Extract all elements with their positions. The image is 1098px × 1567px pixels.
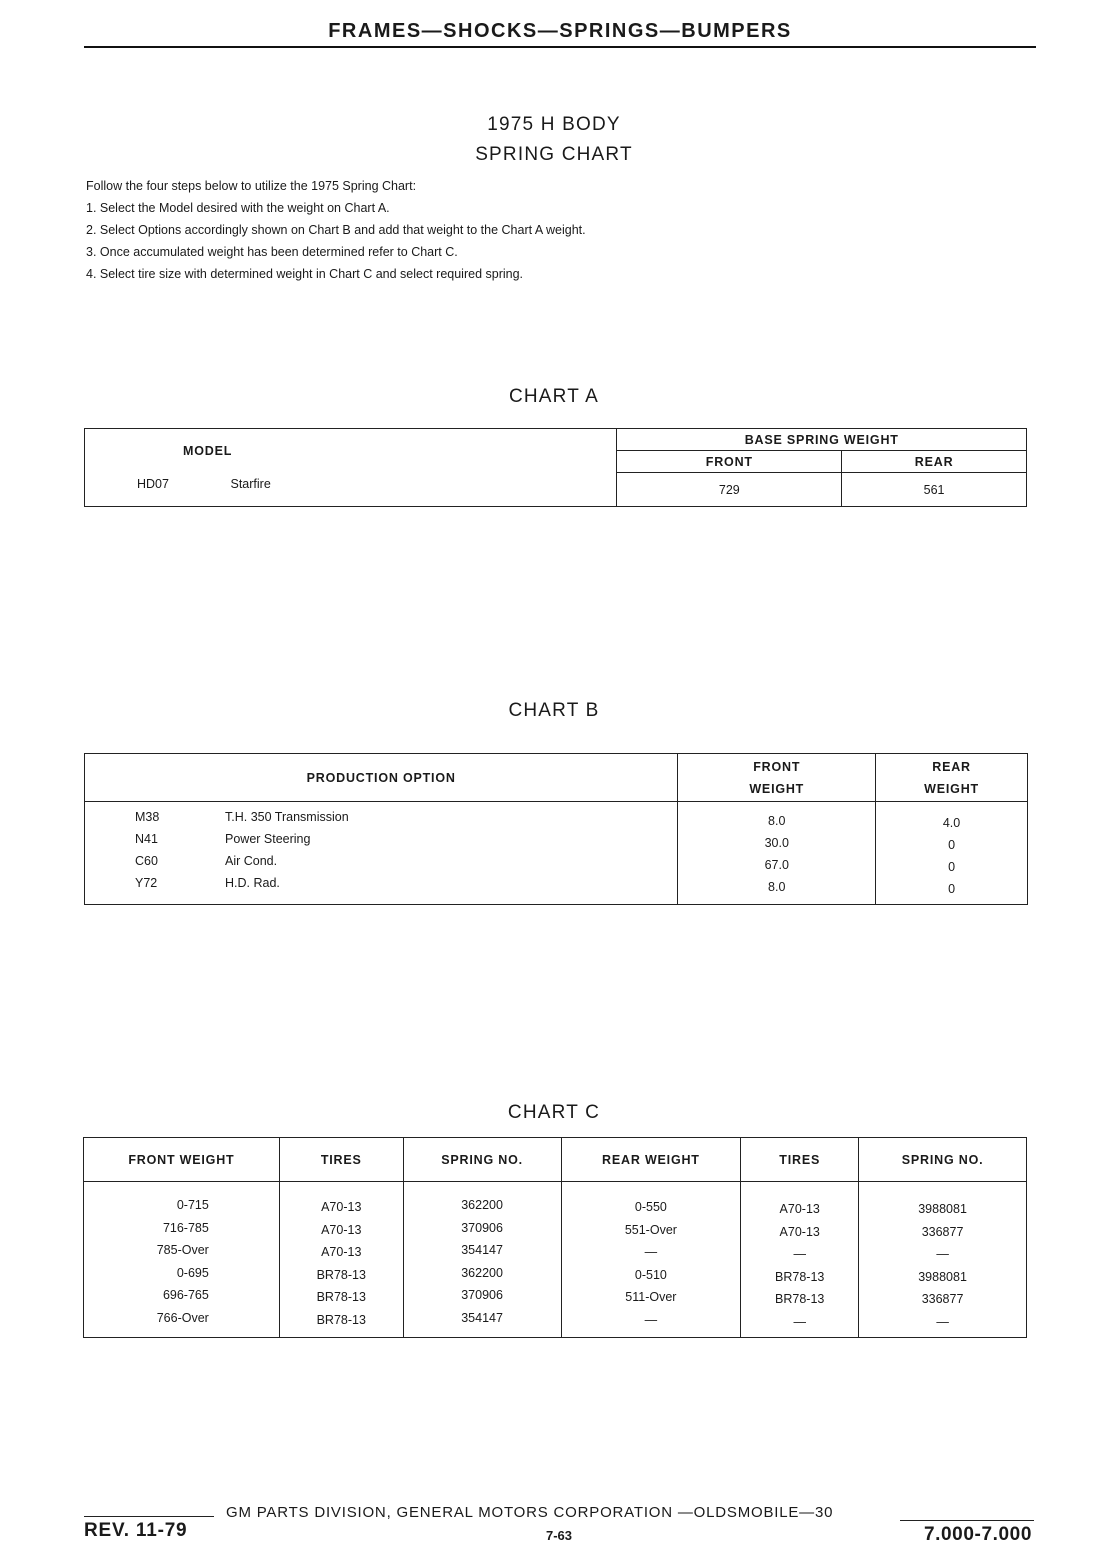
instructions (86, 175, 586, 285)
chart-c-value: — (793, 1247, 806, 1261)
instruction-step-2: 2. Select Options accordingly shown on Chart B and add that weight to the Chart A weight. (86, 223, 586, 237)
instruction-step-4: 4. Select tire size with determined weight in Chart C and select required spring. (86, 267, 524, 281)
chart-b-desc: H.D. Rad. (225, 876, 280, 890)
chart-b-code: N41 (135, 832, 158, 846)
chart-c-value: A70-13 (321, 1245, 362, 1259)
chart-b-rear-column (876, 802, 1028, 905)
chart-a-title: CHART A (508, 386, 600, 407)
chart-c-value: — (936, 1247, 949, 1261)
chart-b-rear-value: 0 (948, 860, 956, 874)
chart-c-value: 716-785 (162, 1220, 209, 1235)
chart-c-value: 354147 (461, 1243, 503, 1257)
chart-c-value: 0-695 (176, 1265, 209, 1280)
chart-c-value: A70-13 (779, 1202, 820, 1216)
chart-c-value: 370906 (461, 1288, 503, 1302)
chart-b-title: CHART B (508, 700, 600, 721)
table-row (85, 473, 617, 507)
chart-c-front-spring-column (403, 1182, 561, 1338)
chart-a-rear-value: 561 (842, 473, 1027, 507)
chart-c-value: A70-13 (321, 1200, 362, 1214)
footer-rule-right (900, 1520, 1034, 1521)
doc-title-line2: SPRING CHART (475, 144, 633, 165)
chart-c-header-front-weight: FRONT WEIGHT (84, 1138, 280, 1182)
chart-b-option-column (85, 802, 678, 905)
chart-c-value: 336877 (921, 1292, 964, 1306)
chart-c-value: BR78-13 (316, 1290, 366, 1304)
chart-b-front-header-2: WEIGHT (749, 781, 805, 796)
chart-c-value: A70-13 (779, 1224, 820, 1239)
chart-c-rear-tires-column (741, 1182, 859, 1338)
chart-a-front-header: FRONT (617, 451, 842, 473)
chart-c-header-front-tires: TIRES (279, 1138, 403, 1182)
table-row (85, 806, 677, 828)
chart-c-value: — (644, 1312, 658, 1327)
footer-publisher: GM PARTS DIVISION, GENERAL MOTORS CORPORATION —OLDSMOBILE—30 (226, 1504, 834, 1521)
chart-b-front-column (678, 802, 876, 905)
chart-c-value: 3988081 (918, 1202, 967, 1216)
chart-c-table (83, 1137, 1027, 1338)
doc-title-line1: 1975 H BODY (487, 114, 621, 135)
footer-revision: REV. 11-79 (84, 1520, 188, 1541)
table-row (85, 828, 677, 850)
chart-c-front-tires-column (279, 1182, 403, 1338)
chart-c-value: 0-715 (176, 1198, 209, 1212)
chart-c-header-rear-spring: SPRING NO. (859, 1138, 1027, 1182)
chart-c-value: 362200 (461, 1265, 503, 1280)
chart-c-value: 551-Over (624, 1222, 677, 1237)
chart-c-value: 696-765 (162, 1288, 209, 1302)
chart-a-model-name: Starfire (230, 476, 271, 491)
chart-c-value: A70-13 (321, 1222, 362, 1237)
chart-c-front-weight-column (84, 1182, 280, 1338)
chart-b-code: C60 (135, 854, 158, 868)
chart-b-front-header (678, 754, 876, 802)
chart-b-desc: Air Cond. (225, 854, 278, 868)
chart-b-desc: Power Steering (225, 832, 311, 846)
chart-b-option-header: PRODUCTION OPTION (85, 754, 678, 802)
chart-c-value: BR78-13 (775, 1269, 825, 1284)
chart-b-front-value: 8.0 (768, 880, 786, 894)
chart-a-front-value: 729 (617, 473, 842, 507)
chart-c-header-rear-tires: TIRES (741, 1138, 859, 1182)
chart-c-value: 362200 (461, 1198, 503, 1212)
chart-c-value: BR78-13 (316, 1312, 366, 1327)
chart-b-front-value: 8.0 (768, 814, 786, 828)
chart-a-rear-header: REAR (842, 451, 1027, 473)
chart-b-table (84, 753, 1028, 905)
chart-c-value: 3988081 (918, 1269, 967, 1284)
chart-c-value: 336877 (921, 1224, 964, 1239)
chart-b-rear-value: 0 (948, 882, 956, 896)
chart-c-header-front-spring: SPRING NO. (403, 1138, 561, 1182)
chart-c-value: — (793, 1314, 806, 1329)
chart-c-value: 354147 (461, 1310, 503, 1325)
chart-c-rear-weight-column (561, 1182, 741, 1338)
chart-b-code: Y72 (135, 876, 158, 890)
chart-c-value: BR78-13 (316, 1267, 366, 1282)
chart-b-rear-value: 0 (948, 838, 956, 852)
instruction-step-1: 1. Select the Model desired with the weight on Chart A. (86, 201, 390, 215)
chart-b-desc: T.H. 350 Transmission (225, 810, 349, 824)
chart-c-rear-spring-column (859, 1182, 1027, 1338)
chart-c-value: 370906 (461, 1220, 503, 1235)
chart-c-header-rear-weight: REAR WEIGHT (561, 1138, 741, 1182)
chart-b-rear-header (876, 754, 1028, 802)
footer-page-number: 7-63 (546, 1528, 573, 1543)
chart-b-rear-header-2: WEIGHT (924, 781, 979, 796)
chart-c-value: — (936, 1314, 949, 1329)
chart-c-value: 511-Over (625, 1290, 677, 1304)
chart-b-front-value: 67.0 (764, 858, 789, 872)
chart-c-title: CHART C (507, 1102, 601, 1123)
instruction-step-3: 3. Once accumulated weight has been determined refer to Chart C. (86, 245, 458, 259)
table-row (85, 872, 677, 894)
chart-c-value: 0-550 (634, 1200, 667, 1214)
chart-c-value: 0-510 (634, 1267, 667, 1282)
table-row (85, 850, 677, 872)
chart-a-base-header: BASE SPRING WEIGHT (617, 429, 1027, 451)
chart-b-rear-header-1: REAR (932, 759, 971, 774)
chart-a-model-header-cell (85, 429, 617, 473)
chart-b-rear-value: 4.0 (942, 816, 961, 830)
chart-b-front-header-1: FRONT (753, 759, 801, 774)
chart-b-front-value: 30.0 (764, 836, 789, 850)
chart-c-value: — (644, 1245, 658, 1259)
footer-rule-left (84, 1516, 214, 1517)
chart-b-code: M38 (135, 810, 160, 824)
footer-section-number: 7.000-7.000 (923, 1524, 1032, 1545)
chart-c-value: 785-Over (156, 1243, 209, 1257)
chart-a-model-header: MODEL (183, 443, 233, 458)
page-header-title: FRAMES—SHOCKS—SPRINGS—BUMPERS (328, 20, 792, 42)
chart-c-value: BR78-13 (775, 1292, 825, 1306)
chart-a-model-code: HD07 (137, 476, 169, 491)
header-rule (84, 46, 1036, 48)
chart-c-value: 766-Over (156, 1310, 209, 1325)
instructions-intro: Follow the four steps below to utilize the 1975 Spring Chart: (86, 179, 417, 193)
chart-a-table (84, 428, 1027, 507)
